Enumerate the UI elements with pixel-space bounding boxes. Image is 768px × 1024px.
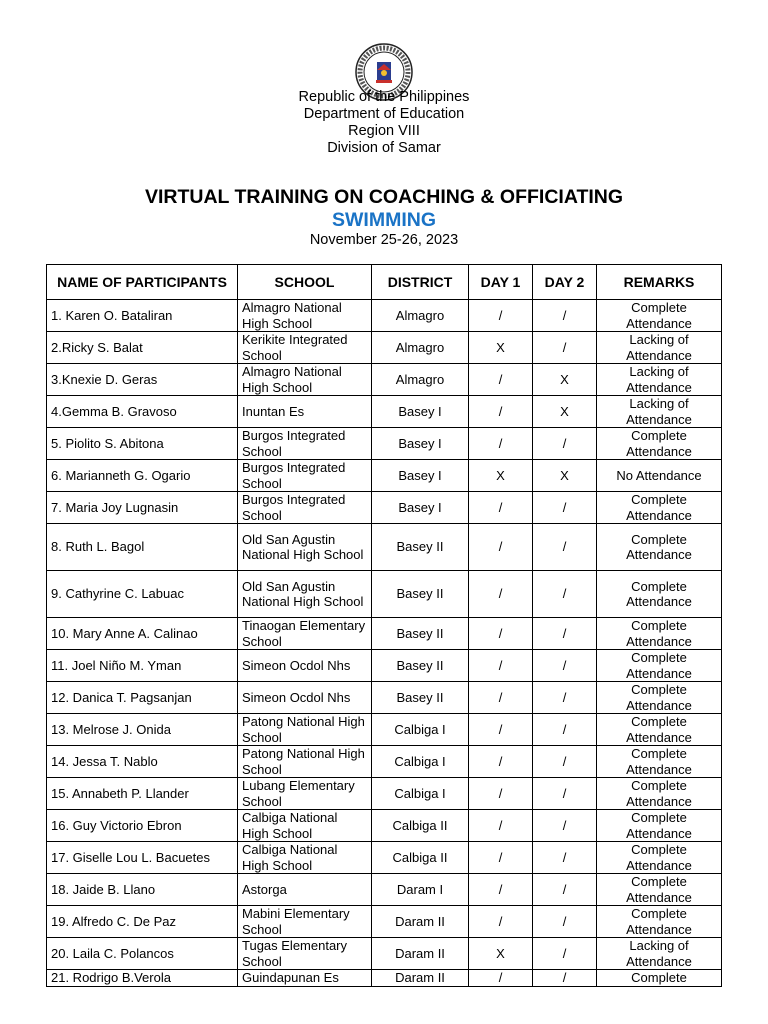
cell-district: Almagro [372, 332, 469, 364]
cell-day1: / [469, 778, 533, 810]
cell-school: Guindapunan Es [238, 970, 372, 987]
cell-name: 12. Danica T. Pagsanjan [47, 682, 238, 714]
cell-day2: / [533, 874, 597, 906]
cell-school: Almagro National High School [238, 300, 372, 332]
table-row [47, 332, 722, 364]
cell-name: 20. Laila C. Polancos [47, 938, 238, 970]
document-title: VIRTUAL TRAINING ON COACHING & OFFICIATING [144, 186, 624, 208]
cell-district: Calbiga II [372, 842, 469, 874]
cell-name: 11. Joel Niño M. Yman [47, 650, 238, 682]
cell-day2: / [533, 938, 597, 970]
table-row [47, 746, 722, 778]
cell-day2: / [533, 300, 597, 332]
cell-school: Patong National High School [238, 746, 372, 778]
cell-name: 15. Annabeth P. Llander [47, 778, 238, 810]
cell-day1: / [469, 618, 533, 650]
cell-day2: / [533, 970, 597, 987]
cell-district: Basey II [372, 650, 469, 682]
cell-district: Basey I [372, 428, 469, 460]
cell-remarks: Complete Attendance [597, 906, 722, 938]
header-department: Department of Education [303, 106, 465, 122]
cell-name: 18. Jaide B. Llano [47, 874, 238, 906]
cell-school: Burgos Integrated School [238, 492, 372, 524]
cell-name: 10. Mary Anne A. Calinao [47, 618, 238, 650]
cell-school: Patong National High School [238, 714, 372, 746]
cell-school: Lubang Elementary School [238, 778, 372, 810]
cell-name: 1. Karen O. Bataliran [47, 300, 238, 332]
table-row [47, 300, 722, 332]
cell-district: Daram II [372, 938, 469, 970]
header-name: NAME OF PARTICIPANTS [47, 265, 238, 300]
cell-school: Tinaogan Elementary School [238, 618, 372, 650]
cell-district: Calbiga I [372, 746, 469, 778]
cell-remarks: Complete Attendance [597, 682, 722, 714]
cell-day1: / [469, 810, 533, 842]
cell-remarks: Complete Attendance [597, 618, 722, 650]
header-school: SCHOOL [238, 265, 372, 300]
table-row [47, 618, 722, 650]
cell-remarks: Complete Attendance [597, 300, 722, 332]
cell-remarks: Lacking of Attendance [597, 332, 722, 364]
cell-district: Calbiga II [372, 810, 469, 842]
cell-day2: / [533, 778, 597, 810]
cell-school: Old San Agustin National High School [238, 524, 372, 571]
cell-name: 7. Maria Joy Lugnasin [47, 492, 238, 524]
cell-name: 21. Rodrigo B.Verola [47, 970, 238, 987]
cell-day2: / [533, 746, 597, 778]
cell-district: Basey II [372, 618, 469, 650]
cell-day2: / [533, 524, 597, 571]
table-row [47, 650, 722, 682]
cell-remarks: Complete Attendance [597, 492, 722, 524]
cell-remarks: Complete Attendance [597, 842, 722, 874]
cell-day1: / [469, 300, 533, 332]
cell-day1: X [469, 460, 533, 492]
cell-day2: / [533, 492, 597, 524]
cell-day1: / [469, 970, 533, 987]
cell-day1: / [469, 906, 533, 938]
cell-name: 3.Knexie D. Geras [47, 364, 238, 396]
cell-day2: X [533, 364, 597, 396]
cell-remarks: Complete Attendance [597, 650, 722, 682]
header-division: Division of Samar [327, 140, 441, 156]
table-row [47, 682, 722, 714]
cell-name: 8. Ruth L. Bagol [47, 524, 238, 571]
header-republic: Republic of the Philippines [298, 89, 470, 105]
cell-school: Burgos Integrated School [238, 460, 372, 492]
cell-school: Simeon Ocdol Nhs [238, 650, 372, 682]
cell-school: Astorga [238, 874, 372, 906]
header-district: DISTRICT [372, 265, 469, 300]
cell-day1: / [469, 746, 533, 778]
cell-name: 6. Marianneth G. Ogario [47, 460, 238, 492]
cell-district: Basey II [372, 571, 469, 618]
header-day2: DAY 2 [533, 265, 597, 300]
cell-day1: / [469, 396, 533, 428]
table-row [47, 460, 722, 492]
cell-day1: / [469, 492, 533, 524]
cell-name: 9. Cathyrine C. Labuac [47, 571, 238, 618]
cell-school: Simeon Ocdol Nhs [238, 682, 372, 714]
table-row [47, 428, 722, 460]
cell-district: Basey I [372, 460, 469, 492]
cell-day2: / [533, 618, 597, 650]
cell-day2: / [533, 810, 597, 842]
table-row [47, 938, 722, 970]
cell-day2: X [533, 460, 597, 492]
cell-remarks: Complete Attendance [597, 810, 722, 842]
table-row [47, 714, 722, 746]
cell-name: 5. Piolito S. Abitona [47, 428, 238, 460]
cell-day1: / [469, 682, 533, 714]
cell-day1: / [469, 650, 533, 682]
table-row [47, 524, 722, 571]
cell-day2: / [533, 906, 597, 938]
table-row [47, 906, 722, 938]
cell-name: 19. Alfredo C. De Paz [47, 906, 238, 938]
cell-name: 13. Melrose J. Onida [47, 714, 238, 746]
cell-remarks: Complete Attendance [597, 874, 722, 906]
participants-table [46, 264, 722, 987]
cell-district: Calbiga I [372, 714, 469, 746]
cell-remarks: Lacking of Attendance [597, 364, 722, 396]
cell-district: Basey I [372, 492, 469, 524]
cell-day1: / [469, 428, 533, 460]
header-remarks: REMARKS [597, 265, 722, 300]
cell-day1: X [469, 332, 533, 364]
cell-district: Daram I [372, 874, 469, 906]
cell-school: Inuntan Es [238, 396, 372, 428]
cell-day2: / [533, 332, 597, 364]
table-header-row [47, 265, 722, 300]
cell-remarks: Complete Attendance [597, 428, 722, 460]
cell-district: Daram II [372, 906, 469, 938]
cell-day1: / [469, 874, 533, 906]
cell-remarks: Complete Attendance [597, 714, 722, 746]
cell-school: Kerikite Integrated School [238, 332, 372, 364]
cell-remarks: Complete Attendance [597, 778, 722, 810]
table-row [47, 571, 722, 618]
table-row [47, 970, 722, 987]
cell-district: Calbiga I [372, 778, 469, 810]
header-block [0, 89, 768, 157]
cell-day2: / [533, 650, 597, 682]
cell-day1: X [469, 938, 533, 970]
cell-name: 4.Gemma B. Gravoso [47, 396, 238, 428]
cell-district: Almagro [372, 300, 469, 332]
header-region: Region VIII [348, 123, 420, 139]
table-row [47, 364, 722, 396]
cell-school: Calbiga National High School [238, 842, 372, 874]
table-row [47, 874, 722, 906]
cell-school: Old San Agustin National High School [238, 571, 372, 618]
cell-school: Mabini Elementary School [238, 906, 372, 938]
cell-day1: / [469, 524, 533, 571]
cell-day1: / [469, 842, 533, 874]
document-subtitle: SWIMMING [332, 209, 436, 231]
cell-remarks: Lacking of Attendance [597, 938, 722, 970]
cell-day1: / [469, 364, 533, 396]
cell-school: Tugas Elementary School [238, 938, 372, 970]
cell-day2: / [533, 571, 597, 618]
table-row [47, 778, 722, 810]
document-date: November 25-26, 2023 [309, 232, 459, 248]
cell-district: Almagro [372, 364, 469, 396]
cell-name: 14. Jessa T. Nablo [47, 746, 238, 778]
table-row [47, 810, 722, 842]
cell-district: Basey II [372, 524, 469, 571]
cell-name: 16. Guy Victorio Ebron [47, 810, 238, 842]
cell-remarks: Complete Attendance [597, 571, 722, 618]
cell-school: Calbiga National High School [238, 810, 372, 842]
cell-day2: X [533, 396, 597, 428]
cell-school: Burgos Integrated School [238, 428, 372, 460]
cell-school: Almagro National High School [238, 364, 372, 396]
cell-district: Basey I [372, 396, 469, 428]
cell-remarks: No Attendance [597, 460, 722, 492]
cell-remarks: Complete Attendance [597, 746, 722, 778]
cell-name: 2.Ricky S. Balat [47, 332, 238, 364]
table-row [47, 842, 722, 874]
header-day1: DAY 1 [469, 265, 533, 300]
cell-name: 17. Giselle Lou L. Bacuetes [47, 842, 238, 874]
cell-remarks: Complete Attendance [597, 524, 722, 571]
cell-district: Basey II [372, 682, 469, 714]
cell-remarks: Lacking of Attendance [597, 396, 722, 428]
cell-day2: / [533, 842, 597, 874]
cell-day2: / [533, 714, 597, 746]
table-row [47, 396, 722, 428]
cell-day2: / [533, 682, 597, 714]
cell-day1: / [469, 571, 533, 618]
cell-day2: / [533, 428, 597, 460]
cell-remarks: Complete [597, 970, 722, 987]
cell-day1: / [469, 714, 533, 746]
table-row [47, 492, 722, 524]
cell-district: Daram II [372, 970, 469, 987]
